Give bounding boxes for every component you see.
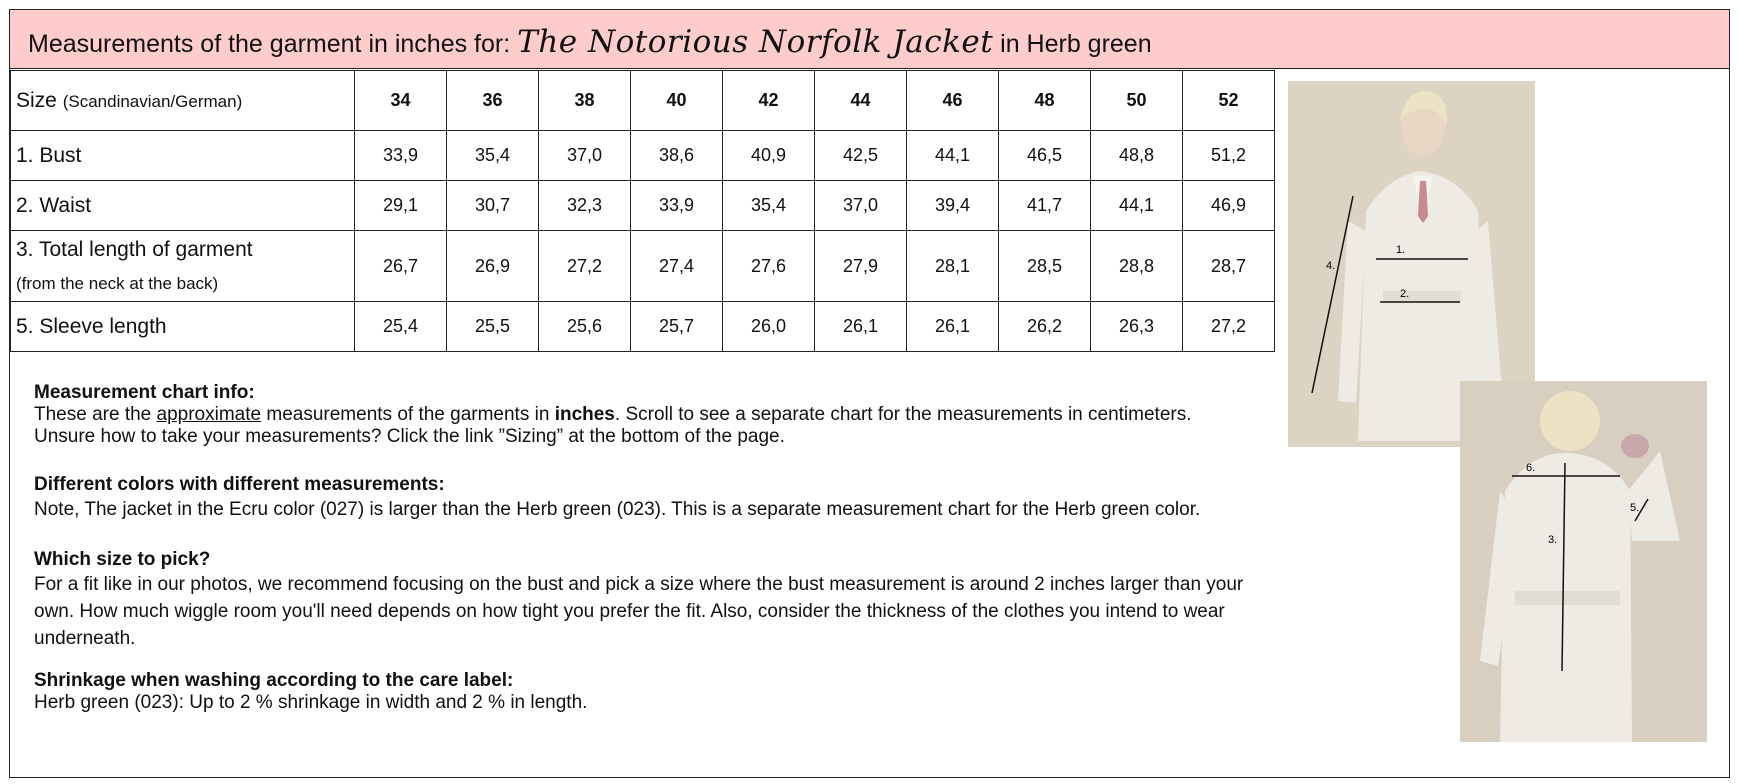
row-label: 5. Sleeve length: [11, 302, 355, 352]
value-cell: 44,1: [1091, 181, 1183, 231]
value-cell: 27,6: [723, 231, 815, 302]
value-cell: 27,2: [1183, 302, 1275, 352]
row-label: 2. Waist: [11, 181, 355, 231]
size-cell: 52: [1183, 71, 1275, 131]
back-label-5: 5.: [1630, 502, 1640, 514]
chart-info-text-part: measurements of the garments in: [261, 404, 555, 425]
size-cell: 48: [999, 71, 1091, 131]
value-cell: 42,5: [815, 131, 907, 181]
value-cell: 26,0: [723, 302, 815, 352]
table-row-sleeve: [11, 302, 1275, 352]
pick-size-heading: Which size to pick?: [34, 549, 211, 570]
value-cell: 46,5: [999, 131, 1091, 181]
size-cell: 44: [815, 71, 907, 131]
value-cell: 25,5: [447, 302, 539, 352]
chart-info-text-part: . Scroll to see a separate chart for the measurements in centimeters. Unsure how to take your measurements? Click the link ”Sizing” at the bottom of the page.: [34, 404, 1192, 447]
back-label-3: 3.: [1548, 534, 1558, 546]
colors-heading: Different colors with different measurements:: [34, 474, 445, 495]
size-cell: 34: [355, 71, 447, 131]
value-cell: 41,7: [999, 181, 1091, 231]
table-row-total-length: [11, 231, 1275, 302]
front-label-2: 2.: [1400, 288, 1410, 300]
value-cell: 26,2: [999, 302, 1091, 352]
value-cell: 37,0: [815, 181, 907, 231]
table-row-waist: [11, 181, 1275, 231]
value-cell: 35,4: [723, 181, 815, 231]
value-cell: 28,7: [1183, 231, 1275, 302]
value-cell: 30,7: [447, 181, 539, 231]
value-cell: 27,4: [631, 231, 723, 302]
value-cell: 28,1: [907, 231, 999, 302]
size-cell: 36: [447, 71, 539, 131]
row-label: 1. Bust: [11, 131, 355, 181]
value-cell: 32,3: [539, 181, 631, 231]
colors-text: Note, The jacket in the Ecru color (027) is larger than the Herb green (023). This is a separate measurement chart for the Herb green color.: [34, 499, 1201, 520]
page-title: [28, 24, 1152, 60]
value-cell: 48,8: [1091, 131, 1183, 181]
size-sublabel: (Scandinavian/German): [62, 91, 243, 111]
product-name: The Notorious Norfolk Jacket: [517, 24, 994, 60]
value-cell: 28,5: [999, 231, 1091, 302]
title-prefix: Measurements of the garment in inches for:: [28, 30, 511, 58]
size-label: Size: [16, 88, 57, 112]
value-cell: 26,1: [907, 302, 999, 352]
chart-info-underlined: approximate: [156, 404, 262, 425]
info-section: [34, 382, 1254, 714]
value-cell: 38,6: [631, 131, 723, 181]
value-cell: 33,9: [631, 181, 723, 231]
back-label-6: 6.: [1526, 462, 1536, 474]
row-label-main: 3. Total length of garment: [16, 238, 253, 261]
value-cell: 26,9: [447, 231, 539, 302]
value-cell: 33,9: [355, 131, 447, 181]
shrinkage-heading: Shrinkage when washing according to the care label:: [34, 670, 514, 691]
value-cell: 40,9: [723, 131, 815, 181]
chart-info-text: [34, 404, 1254, 448]
size-cell: 38: [539, 71, 631, 131]
value-cell: 44,1: [907, 131, 999, 181]
value-cell: 46,9: [1183, 181, 1275, 231]
measurement-table: [10, 70, 1275, 352]
table-row-bust: [11, 131, 1275, 181]
title-banner: [10, 10, 1729, 69]
back-view-illustration: [1460, 381, 1707, 742]
title-suffix: in Herb green: [1000, 30, 1152, 58]
table-header-row: [11, 71, 1275, 131]
value-cell: 26,7: [355, 231, 447, 302]
size-cell: 40: [631, 71, 723, 131]
chart-info-heading: Measurement chart info:: [34, 382, 255, 403]
value-cell: 37,0: [539, 131, 631, 181]
shrinkage-text: Herb green (023): Up to 2 % shrinkage in width and 2 % in length.: [34, 692, 588, 713]
size-header-cell: [11, 71, 355, 131]
value-cell: 28,8: [1091, 231, 1183, 302]
pick-size-text: For a fit like in our photos, we recommend focusing on the bust and pick a size where the bust measurement is around 2 inches larger than your own. How much wiggle room you'll need depends on how tight you prefer the fit. Also, consider the thickness of the clothes you intend to wear underneath.: [34, 574, 1244, 649]
value-cell: 25,4: [355, 302, 447, 352]
chart-info-text-part: These are the: [34, 404, 157, 425]
value-cell: 51,2: [1183, 131, 1275, 181]
value-cell: 39,4: [907, 181, 999, 231]
front-label-1: 1.: [1396, 244, 1406, 256]
front-label-4: 4.: [1326, 260, 1336, 272]
value-cell: 25,7: [631, 302, 723, 352]
value-cell: 26,1: [815, 302, 907, 352]
value-cell: 27,9: [815, 231, 907, 302]
value-cell: 29,1: [355, 181, 447, 231]
back-view-photo: [1460, 381, 1707, 742]
chart-info-bold: inches: [554, 404, 615, 425]
size-cell: 46: [907, 71, 999, 131]
value-cell: 26,3: [1091, 302, 1183, 352]
size-cell: 50: [1091, 71, 1183, 131]
row-label-sub: (from the neck at the back): [16, 274, 219, 293]
value-cell: 25,6: [539, 302, 631, 352]
row-label: [11, 231, 355, 302]
size-cell: 42: [723, 71, 815, 131]
value-cell: 27,2: [539, 231, 631, 302]
value-cell: 35,4: [447, 131, 539, 181]
